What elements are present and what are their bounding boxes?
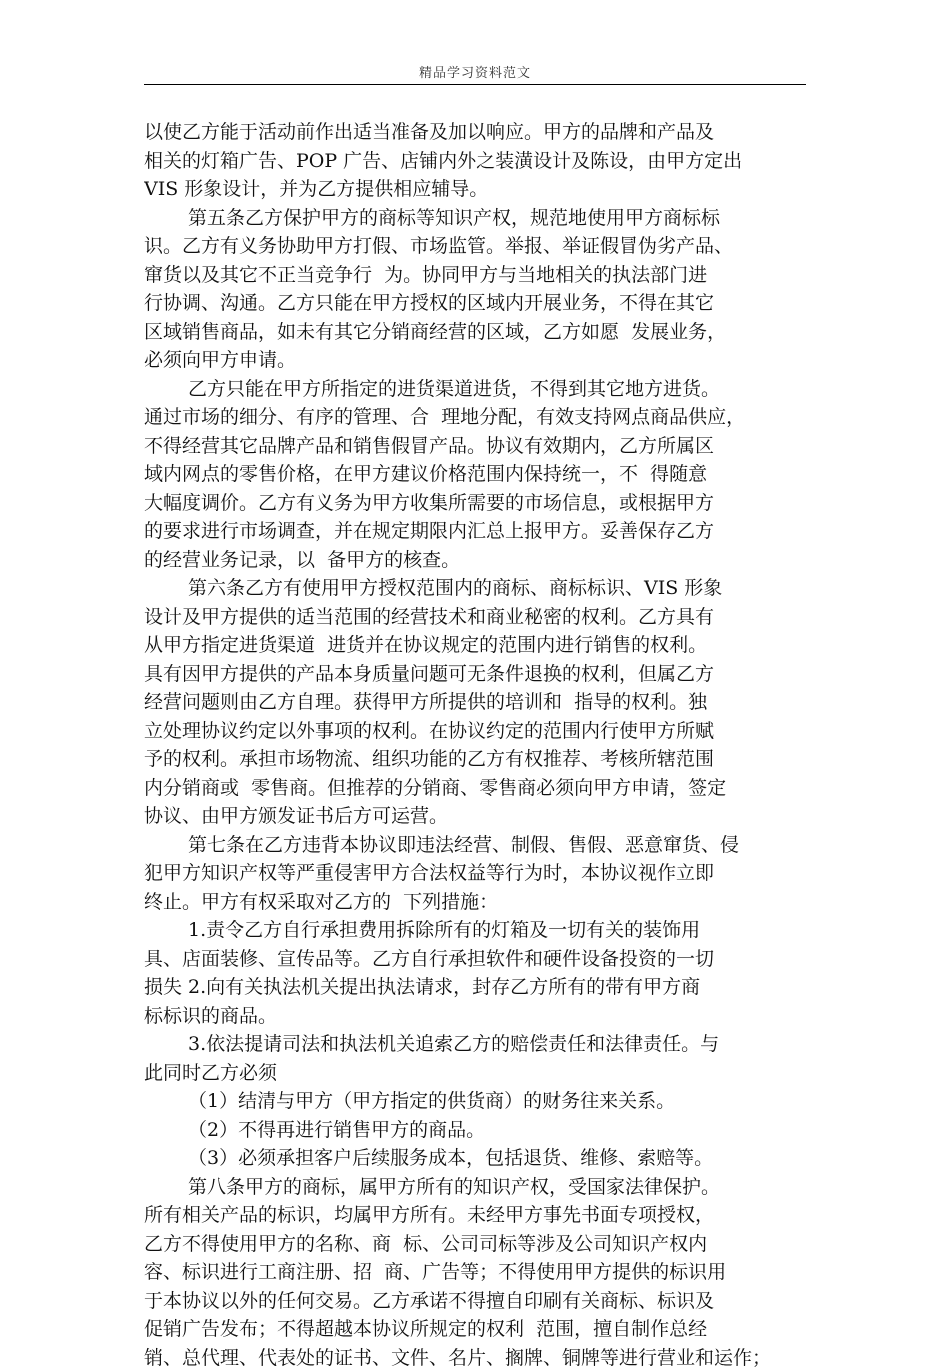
text-line: 协议、由甲方颁发证书后方可运营。 (144, 802, 808, 831)
text-line: 行协调、沟通。乙方只能在甲方授权的区域内开展业务，不得在其它 (144, 289, 808, 318)
text-line: 乙方只能在甲方所指定的进货渠道进货，不得到其它地方进货。 (144, 375, 808, 404)
text-line: 此同时乙方必须 (144, 1059, 808, 1088)
text-line: 从甲方指定进货渠道 进货并在协议规定的范围内进行销售的权利。 (144, 631, 808, 660)
text-line: （2）不得再进行销售甲方的商品。 (144, 1116, 808, 1145)
text-line: 第六条乙方有使用甲方授权范围内的商标、商标标识、VIS 形象 (144, 574, 808, 603)
text-line: 大幅度调价。乙方有义务为甲方收集所需要的市场信息，或根据甲方 (144, 489, 808, 518)
text-line: 于本协议以外的任何交易。乙方承诺不得擅自印刷有关商标、标识及 (144, 1287, 808, 1316)
text-line: 的要求进行市场调查，并在规定期限内汇总上报甲方。妥善保存乙方 (144, 517, 808, 546)
text-line: 予的权利。承担市场物流、组织功能的乙方有权推荐、考核所辖范围 (144, 745, 808, 774)
text-line: 终止。甲方有权采取对乙方的 下列措施： (144, 888, 808, 917)
text-line: 具、店面装修、宣传品等。乙方自行承担软件和硬件设备投资的一切 (144, 945, 808, 974)
text-line: 区域销售商品，如未有其它分销商经营的区域，乙方如愿 发展业务， (144, 318, 808, 347)
text-line: 窜货以及其它不正当竞争行 为。协同甲方与当地相关的执法部门进 (144, 261, 808, 290)
text-line: 3.依法提请司法和执法机关追索乙方的赔偿责任和法律责任。与 (144, 1030, 808, 1059)
page-header (144, 62, 806, 85)
header-title: 精品学习资料范文 (419, 66, 531, 81)
text-line: 域内网点的零售价格，在甲方建议价格范围内保持统一，不 得随意 (144, 460, 808, 489)
text-line: 第八条甲方的商标，属甲方所有的知识产权，受国家法律保护。 (144, 1173, 808, 1202)
text-line: （1）结清与甲方（甲方指定的供货商）的财务往来关系。 (144, 1087, 808, 1116)
text-line: 识。乙方有义务协助甲方打假、市场监管。举报、举证假冒伪劣产品、 (144, 232, 808, 261)
text-line: 1.责令乙方自行承担费用拆除所有的灯箱及一切有关的装饰用 (144, 916, 808, 945)
text-line: 立处理协议约定以外事项的权利。在协议约定的范围内行使甲方所赋 (144, 717, 808, 746)
text-line: 标标识的商品。 (144, 1002, 808, 1031)
text-line: 设计及甲方提供的适当范围的经营技术和商业秘密的权利。乙方具有 (144, 603, 808, 632)
text-line: 的经营业务记录，以 备甲方的核查。 (144, 546, 808, 575)
text-line: 容、标识进行工商注册、招 商、广告等；不得使用甲方提供的标识用 (144, 1258, 808, 1287)
text-line: 必须向甲方申请。 (144, 346, 808, 375)
text-line: 乙方不得使用甲方的名称、商 标、公司司标等涉及公司知识产权内 (144, 1230, 808, 1259)
text-line: 不得经营其它品牌产品和销售假冒产品。协议有效期内，乙方所属区 (144, 432, 808, 461)
text-line: VIS 形象设计，并为乙方提供相应辅导。 (144, 175, 808, 204)
text-line: 相关的灯箱广告、POP 广告、店铺内外之装潢设计及陈设，由甲方定出 (144, 147, 808, 176)
text-line: 所有相关产品的标识，均属甲方所有。未经甲方事先书面专项授权， (144, 1201, 808, 1230)
text-line: 促销广告发布；不得超越本协议所规定的权利 范围，擅自制作总经 (144, 1315, 808, 1344)
text-line: 内分销商或 零售商。但推荐的分销商、零售商必须向甲方申请，签定 (144, 774, 808, 803)
text-line: 第七条在乙方违背本协议即违法经营、制假、售假、恶意窜货、侵 (144, 831, 808, 860)
text-line: 犯甲方知识产权等严重侵害甲方合法权益等行为时，本协议视作立即 (144, 859, 808, 888)
text-line: （3）必须承担客户后续服务成本，包括退货、维修、索赔等。 (144, 1144, 808, 1173)
text-line: 销、总代理、代表处的证书、文件、名片、搁牌、铜牌等进行营业和运作； (144, 1344, 808, 1372)
document-body (144, 118, 808, 1372)
text-line: 第五条乙方保护甲方的商标等知识产权，规范地使用甲方商标标 (144, 204, 808, 233)
text-line: 经营问题则由乙方自理。获得甲方所提供的培训和 指导的权利。独 (144, 688, 808, 717)
text-line: 通过市场的细分、有序的管理、合 理地分配，有效支持网点商品供应， (144, 403, 808, 432)
text-line: 以使乙方能于活动前作出适当准备及加以响应。甲方的品牌和产品及 (144, 118, 808, 147)
text-line: 损失 2.向有关执法机关提出执法请求，封存乙方所有的带有甲方商 (144, 973, 808, 1002)
text-line: 具有因甲方提供的产品本身质量问题可无条件退换的权利，但属乙方 (144, 660, 808, 689)
